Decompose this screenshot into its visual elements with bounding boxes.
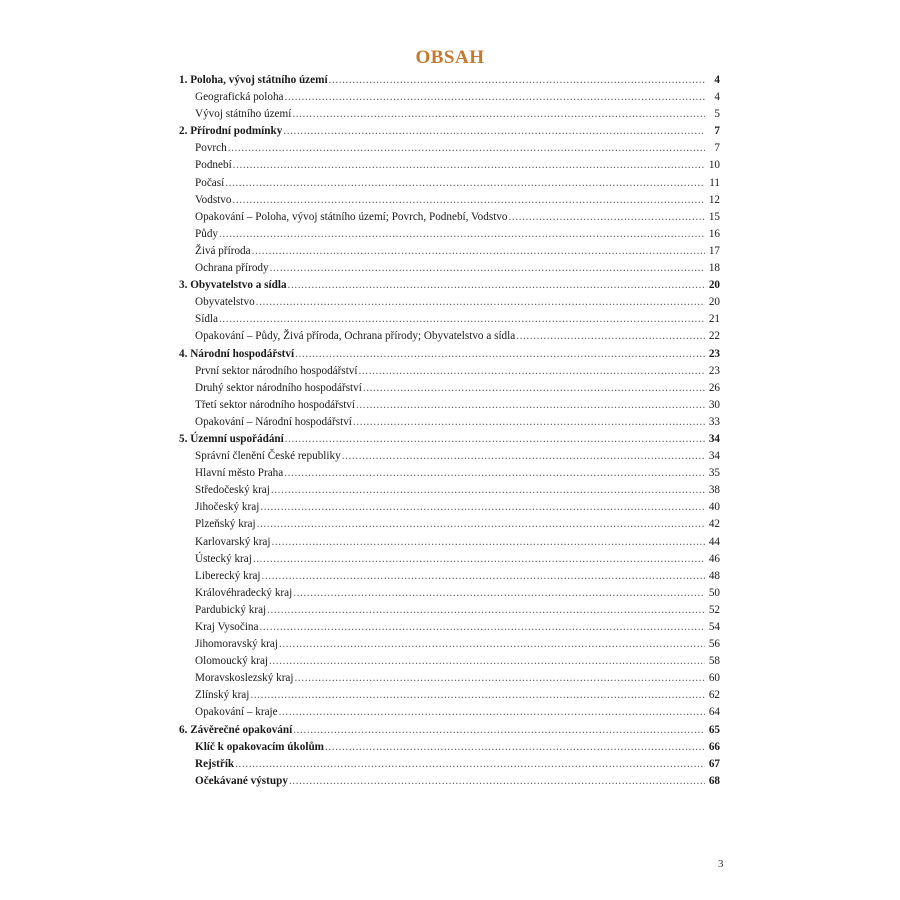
toc-entry-page: 34 xyxy=(708,450,720,463)
toc-subentry[interactable] xyxy=(179,157,720,174)
toc-subentry[interactable] xyxy=(179,568,720,585)
toc-entry-page: 58 xyxy=(708,655,720,668)
dot-leader xyxy=(267,602,705,619)
toc-entry-page: 60 xyxy=(708,672,720,685)
toc-entry-label: Jihočeský kraj xyxy=(195,501,260,514)
dot-leader xyxy=(232,192,705,209)
toc-entry-label: Karlovarský kraj xyxy=(195,535,271,548)
toc-entry-page: 35 xyxy=(708,467,720,480)
dot-leader xyxy=(272,534,706,551)
toc-chapter-entry[interactable] xyxy=(179,739,720,756)
toc-entry-page: 20 xyxy=(708,296,720,309)
toc-entry-label: Hlavní město Praha xyxy=(195,467,284,480)
toc-entry-page: 38 xyxy=(708,484,720,497)
toc-entry-page: 12 xyxy=(708,193,720,206)
toc-entry-page: 21 xyxy=(708,313,720,326)
dot-leader xyxy=(509,209,705,226)
toc-subentry[interactable] xyxy=(179,328,720,345)
toc-entry-page: 17 xyxy=(708,244,720,257)
toc-entry-page: 16 xyxy=(708,227,720,240)
toc-subentry[interactable] xyxy=(179,619,720,636)
toc-subentry[interactable] xyxy=(179,294,720,311)
dot-leader xyxy=(292,106,705,123)
toc-entry-label: Ochrana přírody xyxy=(195,262,269,275)
toc-subentry[interactable] xyxy=(179,192,720,209)
toc-entry-page: 64 xyxy=(708,706,720,719)
toc-subentry[interactable] xyxy=(179,89,720,106)
dot-leader xyxy=(270,260,705,277)
dot-leader xyxy=(256,294,705,311)
toc-entry-page: 50 xyxy=(708,586,720,599)
toc-entry-label: Vodstvo xyxy=(195,193,232,206)
dot-leader xyxy=(279,704,705,721)
toc-subentry[interactable] xyxy=(179,226,720,243)
toc-subentry[interactable] xyxy=(179,482,720,499)
dot-leader xyxy=(285,431,705,448)
toc-entry-page: 56 xyxy=(708,638,720,651)
dot-leader xyxy=(285,89,705,106)
toc-entry-label: 3. Obyvatelstvo a sídla xyxy=(179,279,287,292)
dot-leader xyxy=(219,311,705,328)
toc-entry-label: Obyvatelstvo xyxy=(195,296,255,309)
toc-entry-page: 11 xyxy=(709,176,720,189)
toc-subentry[interactable] xyxy=(179,175,720,192)
dot-leader xyxy=(284,465,705,482)
toc-entry-label: Geografická poloha xyxy=(195,91,284,104)
toc-subentry[interactable] xyxy=(179,260,720,277)
toc-chapter-entry[interactable] xyxy=(179,756,720,773)
dot-leader xyxy=(253,551,705,568)
dot-leader xyxy=(288,277,705,294)
dot-leader xyxy=(233,157,705,174)
toc-entry-label: Počasí xyxy=(195,176,225,189)
toc-subentry[interactable] xyxy=(179,414,720,431)
dot-leader xyxy=(260,499,705,516)
toc-entry-label: Rejstřík xyxy=(195,757,235,770)
toc-entry-page: 33 xyxy=(708,415,720,428)
toc-entry-label: 5. Územní uspořádání xyxy=(179,432,284,445)
toc-entry-page: 20 xyxy=(708,279,720,292)
toc-entry-label: Živá příroda xyxy=(195,244,251,257)
toc-entry-label: 4. Národní hospodářství xyxy=(179,347,295,360)
toc-entry-label: Klíč k opakovacím úkolům xyxy=(195,740,324,753)
toc-entry-page: 68 xyxy=(708,774,720,787)
toc-entry-label: Povrch xyxy=(195,142,227,155)
toc-entry-label: Ústecký kraj xyxy=(195,552,252,565)
dot-leader xyxy=(269,653,705,670)
toc-entry-page: 7 xyxy=(714,125,720,138)
toc-entry-page: 22 xyxy=(708,330,720,343)
toc-subentry[interactable] xyxy=(179,397,720,414)
toc-subentry[interactable] xyxy=(179,636,720,653)
toc-entry-page: 23 xyxy=(708,364,720,377)
toc-chapter-entry[interactable] xyxy=(179,277,720,294)
toc-entry-page: 7 xyxy=(714,142,720,155)
toc-entry-label: Sídla xyxy=(195,313,218,326)
toc-entry-page: 65 xyxy=(708,723,720,736)
toc-subentry[interactable] xyxy=(179,670,720,687)
toc-entry-label: Vývoj státního území xyxy=(195,108,292,121)
toc-entry-page: 34 xyxy=(708,432,720,445)
toc-chapter-entry[interactable] xyxy=(179,123,720,140)
toc-subentry[interactable] xyxy=(179,363,720,380)
toc-entry-page: 5 xyxy=(714,108,720,121)
toc-entry-label: Opakování – kraje xyxy=(195,706,278,719)
dot-leader xyxy=(228,140,705,157)
toc-chapter-entry[interactable] xyxy=(179,773,720,790)
toc-subentry[interactable] xyxy=(179,653,720,670)
toc-entry-label: Správní členění České republiky xyxy=(195,450,341,463)
toc-subentry[interactable] xyxy=(179,602,720,619)
dot-leader xyxy=(295,670,706,687)
toc-entry-label: 1. Poloha, vývoj státního území xyxy=(179,74,328,86)
toc-entry-label: Půdy xyxy=(195,227,219,240)
dot-leader xyxy=(219,226,705,243)
toc-entry-label: Opakování – Národní hospodářství xyxy=(195,415,352,428)
toc-subentry[interactable] xyxy=(179,499,720,516)
dot-leader xyxy=(295,346,705,363)
toc-subentry[interactable] xyxy=(179,140,720,157)
toc-entry-page: 46 xyxy=(708,552,720,565)
dot-leader xyxy=(260,619,706,636)
toc-entry-label: Druhý sektor národního hospodářství xyxy=(195,381,362,394)
toc-entry-page: 23 xyxy=(708,347,720,360)
dot-leader xyxy=(359,363,705,380)
toc-entry-page: 10 xyxy=(708,159,720,172)
dot-leader xyxy=(279,636,705,653)
toc-entry-page: 52 xyxy=(708,603,720,616)
toc-entry-label: Jihomoravský kraj xyxy=(195,638,278,651)
toc-entry-label: Očekávané výstupy xyxy=(195,774,288,787)
dot-leader xyxy=(262,568,705,585)
toc-entry-label: Třetí sektor národního hospodářství xyxy=(195,398,356,411)
toc-entry-label: 6. Závěrečné opakování xyxy=(179,723,293,736)
dot-leader xyxy=(235,756,705,773)
page-number: 3 xyxy=(718,858,724,870)
toc-entry-page: 66 xyxy=(708,740,720,753)
dot-leader xyxy=(516,328,705,345)
page-title: OBSAH xyxy=(415,47,485,68)
dot-leader xyxy=(293,585,705,602)
toc-entry-page: 40 xyxy=(708,501,720,514)
toc-entry-label: Zlínský kraj xyxy=(195,689,250,702)
toc-subentry[interactable] xyxy=(179,448,720,465)
toc-entry-page: 15 xyxy=(708,210,720,223)
toc-entry-page: 44 xyxy=(708,535,720,548)
dot-leader xyxy=(353,414,705,431)
toc-entry-page: 30 xyxy=(708,398,720,411)
toc-entry-label: Kraj Vysočina xyxy=(195,621,259,633)
toc-entry-label: Liberecký kraj xyxy=(195,569,261,582)
toc-chapter-entry[interactable] xyxy=(179,346,720,363)
toc-entry-label: Moravskoslezský kraj xyxy=(195,672,294,685)
toc-entry-page: 67 xyxy=(708,757,720,770)
toc-entry-page: 4 xyxy=(714,74,720,86)
dot-leader xyxy=(271,482,705,499)
toc-entry-label: Opakování – Poloha, vývoj státního území; Povrch, Podnebí, Vodstvo xyxy=(195,210,508,223)
dot-leader xyxy=(252,243,705,260)
toc-chapter-entry[interactable] xyxy=(179,72,720,89)
toc-entry-page: 48 xyxy=(708,569,720,582)
toc-subentry[interactable] xyxy=(179,380,720,397)
toc-entry-page: 62 xyxy=(708,689,720,702)
toc-entry-label: Podnebí xyxy=(195,159,232,172)
toc-entry-page: 42 xyxy=(708,518,720,531)
toc-entry-label: Olomoucký kraj xyxy=(195,655,269,668)
dot-leader xyxy=(329,72,705,89)
toc-entry-page: 18 xyxy=(708,262,720,275)
toc-subentry[interactable] xyxy=(179,465,720,482)
toc-subentry[interactable] xyxy=(179,311,720,328)
dot-leader xyxy=(342,448,705,465)
dot-leader xyxy=(293,722,705,739)
table-of-contents xyxy=(179,72,720,790)
dot-leader xyxy=(356,397,705,414)
toc-entry-page: 54 xyxy=(708,621,720,633)
toc-entry-page: 4 xyxy=(714,91,720,104)
toc-entry-label: První sektor národního hospodářství xyxy=(195,364,358,377)
toc-subentry[interactable] xyxy=(179,106,720,123)
dot-leader xyxy=(289,773,705,790)
toc-entry-label: Plzeňský kraj xyxy=(195,518,256,531)
dot-leader xyxy=(363,380,705,397)
toc-entry-page: 26 xyxy=(708,381,720,394)
toc-entry-label: 2. Přírodní podmínky xyxy=(179,125,283,138)
toc-entry-label: Opakování – Půdy, Živá příroda, Ochrana přírody; Obyvatelstvo a sídla xyxy=(195,330,516,343)
toc-subentry[interactable] xyxy=(179,585,720,602)
toc-subentry[interactable] xyxy=(179,687,720,704)
toc-subentry[interactable] xyxy=(179,516,720,533)
toc-chapter-entry[interactable] xyxy=(179,431,720,448)
toc-chapter-entry[interactable] xyxy=(179,722,720,739)
toc-subentry[interactable] xyxy=(179,534,720,551)
dot-leader xyxy=(283,123,705,140)
toc-subentry[interactable] xyxy=(179,243,720,260)
toc-entry-label: Středočeský kraj xyxy=(195,484,270,497)
toc-subentry[interactable] xyxy=(179,704,720,721)
dot-leader xyxy=(325,739,705,756)
toc-subentry[interactable] xyxy=(179,551,720,568)
toc-entry-label: Královéhradecký kraj xyxy=(195,586,293,599)
toc-subentry[interactable] xyxy=(179,209,720,226)
dot-leader xyxy=(250,687,705,704)
dot-leader xyxy=(225,175,705,192)
toc-entry-label: Pardubický kraj xyxy=(195,603,267,616)
dot-leader xyxy=(257,516,705,533)
